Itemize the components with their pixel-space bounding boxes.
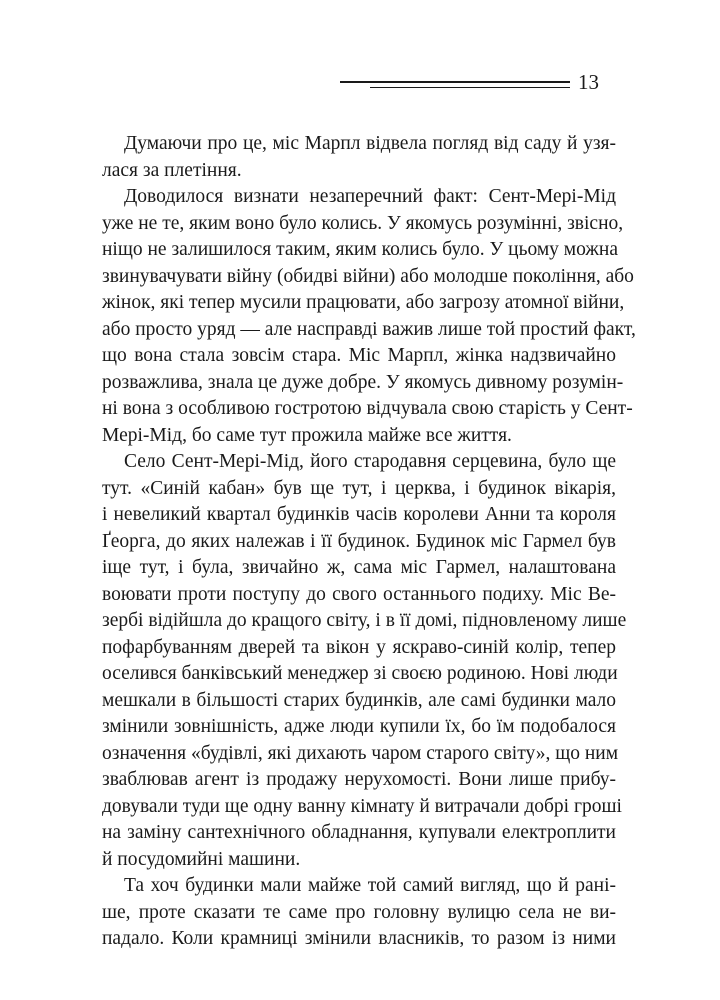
text-line: жінок, які тепер мусили працювати, або загрозу атомної війни, — [102, 292, 625, 313]
paragraph — [102, 131, 616, 184]
page-number: 13 — [578, 70, 599, 94]
text-line: Доводилося визнати незаперечний факт: Сент-Мері-Мід — [124, 186, 616, 207]
text-line: довували туди ще одну ванну кімнату й витрачали добрі гроші — [102, 795, 622, 817]
text-line: іще тут, і була, звичайно ж, сама міс Гармел, налаштована — [102, 557, 616, 578]
text-line: і невеликий квартал будинків часів королеви Анни та короля — [102, 504, 616, 525]
text-line: падало. Коли крамниці змінили власників, то разом із ними — [102, 928, 616, 949]
text-line: розважлива, знала це дуже добре. У якомусь дивному розумін- — [102, 371, 624, 393]
text-line: звинувачувати війну (обидві війни) або молодше покоління, або — [102, 265, 634, 287]
text-line: означення «будівлі, які дихають чаром старого світу», що ним — [102, 742, 619, 764]
text-line: зербі відійшла до кращого світу, і в її домі, підновленому лише — [102, 610, 627, 631]
text-line: лася за плетіння. — [102, 159, 242, 181]
text-line: воювати проти поступу до свого останнього подиху. Міс Ве- — [102, 583, 616, 605]
paragraph — [102, 873, 616, 953]
text-line: Мері-Мід, бо саме тут прожила майже все життя. — [102, 424, 512, 446]
body-text — [102, 131, 636, 953]
text-line: ніщо не залишилося таким, яким колись було. У цьому можна — [102, 239, 618, 260]
running-header — [340, 66, 610, 106]
text-line: ше, проте сказати те саме про головну вулицю села не ви- — [102, 901, 616, 923]
text-line: тут. «Синій кабан» був ще тут, і церква, і будинок вікарія, — [102, 477, 616, 499]
text-line: пофарбуванням дверей та вікон у яскраво-синій колір, тепер — [102, 636, 616, 658]
text-line: ні вона з особливою гостротою відчувала свою старість у Сент- — [102, 398, 633, 419]
text-line: мешкали в більшості старих будинків, але самі будинки мало — [102, 689, 616, 711]
paragraph — [102, 449, 627, 873]
text-line: Думаючи про це, міс Марпл відвела погляд від саду й узя- — [124, 133, 616, 154]
text-line: змінили зовнішність, адже люди купили їх, бо їм подобалося — [102, 716, 616, 737]
header-rule-thin — [370, 87, 570, 88]
text-line: або просто уряд — але насправді важив лише той простий факт, — [102, 318, 636, 340]
paragraph — [102, 184, 636, 449]
text-line: Село Сент-Мері-Мід, його стародавня серцевина, було ще — [124, 451, 616, 472]
text-line: оселився банківський менеджер зі своєю родиною. Нові люди — [102, 663, 618, 684]
text-line: й посудомийні машини. — [102, 848, 301, 870]
text-line: на заміну сантехнічного обладнання, купували електроплити — [102, 822, 616, 843]
text-line: що вона стала зовсім стара. Міс Марпл, жінка надзвичайно — [102, 345, 616, 366]
text-line: Та хоч будинки мали майже той самий вигляд, що й рані- — [124, 875, 616, 896]
text-line: Ґеорга, до яких належав і її будинок. Будинок міс Гармел був — [102, 530, 616, 552]
text-line: уже не те, яким воно було колись. У якомусь розумінні, звісно, — [102, 212, 624, 234]
header-rule-thick — [340, 81, 570, 83]
text-line: зваблював агент із продажу нерухомості. Вони лише прибу- — [102, 769, 616, 790]
